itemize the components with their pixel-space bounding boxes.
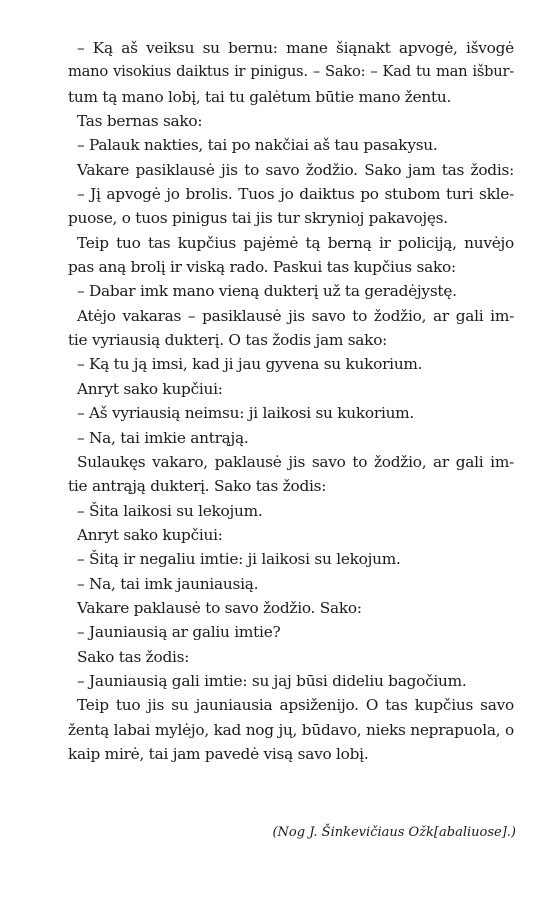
text-line: tie antrąją dukterį. Sako tas žodis:	[68, 477, 327, 496]
text-line: Anryt sako kupčiui:	[77, 525, 223, 544]
text-line: – Aš vyriausią neimsu: ji laikosi su kukorium.	[77, 404, 415, 423]
text-line: Vakare paklausė to savo žodžio. Sako:	[77, 598, 362, 617]
text-line: kaip mirė, tai jam pavedė visą savo lobį.	[68, 744, 369, 763]
text-line: tie vyriausią dukterį. O tas žodis jam sako:	[68, 331, 388, 350]
text-line: Anryt sako kupčiui:	[77, 379, 223, 398]
story-text	[68, 36, 514, 766]
text-line: Sako tas žodis:	[77, 647, 190, 666]
text-line: Vakare pasiklausė jis to savo žodžio. Sako jam tas žodis:	[77, 160, 514, 179]
text-line: Sulaukęs vakaro, paklausė jis savo to žodžio, ar gali im-	[77, 452, 514, 471]
text-line: – Ką tu ją imsi, kad ji jau gyvena su kukorium.	[77, 355, 423, 374]
text-line: – Palauk nakties, tai po nakčiai aš tau pasakysu.	[77, 136, 438, 155]
text-line: – Šita laikosi su lekojum.	[77, 501, 263, 520]
text-line: – Na, tai imk jauniausią.	[77, 574, 259, 593]
text-line: – Jauniausią ar galiu imtie?	[77, 623, 281, 642]
text-line: – Jauniausią gali imtie: su jaj būsi dideliu bagočium.	[77, 671, 467, 690]
text-line: puose, o tuos pinigus tai jis tur skrynioj pakavojęs.	[68, 209, 448, 228]
text-line: pas aną brolį ir viską rado. Paskui tas kupčius sako:	[68, 258, 456, 277]
text-line: – Ką aš veiksu su bernu: mane šiąnakt apvogė, išvogė	[77, 39, 514, 57]
text-line: Teip tuo tas kupčius pajėmė tą berną ir policiją, nuvėjo	[77, 233, 514, 252]
text-line: Atėjo vakaras – pasiklausė jis savo to žodžio, ar gali im-	[77, 306, 514, 325]
source-citation: (Nog J. Šinkevičiaus Ožk[abaliuose].)	[272, 825, 516, 840]
text-line: – Šitą ir negaliu imtie: ji laikosi su lekojum.	[77, 550, 401, 569]
text-line: Tas bernas sako:	[77, 112, 203, 131]
text-line: – Jį apvogė jo brolis. Tuos jo daiktus po stubom turi skle-	[77, 185, 514, 204]
text-line: – Na, tai imkie antrąją.	[77, 428, 249, 447]
text-line: Teip tuo jis su jauniausia apsiženijo. O tas kupčius savo	[77, 696, 514, 715]
text-line: mano visokius daiktus ir pinigus. – Sako: – Kad tu man išbur-	[68, 63, 514, 81]
text-line: – Dabar imk mano vieną dukterį už ta geradėjystę.	[77, 282, 457, 301]
text-line: tum tą mano lobį, tai tu galėtum būtie mano žentu.	[68, 87, 452, 106]
text-line: žentą labai mylėjo, kad nog jų, būdavo, nieks neprapuola, o	[68, 720, 514, 739]
